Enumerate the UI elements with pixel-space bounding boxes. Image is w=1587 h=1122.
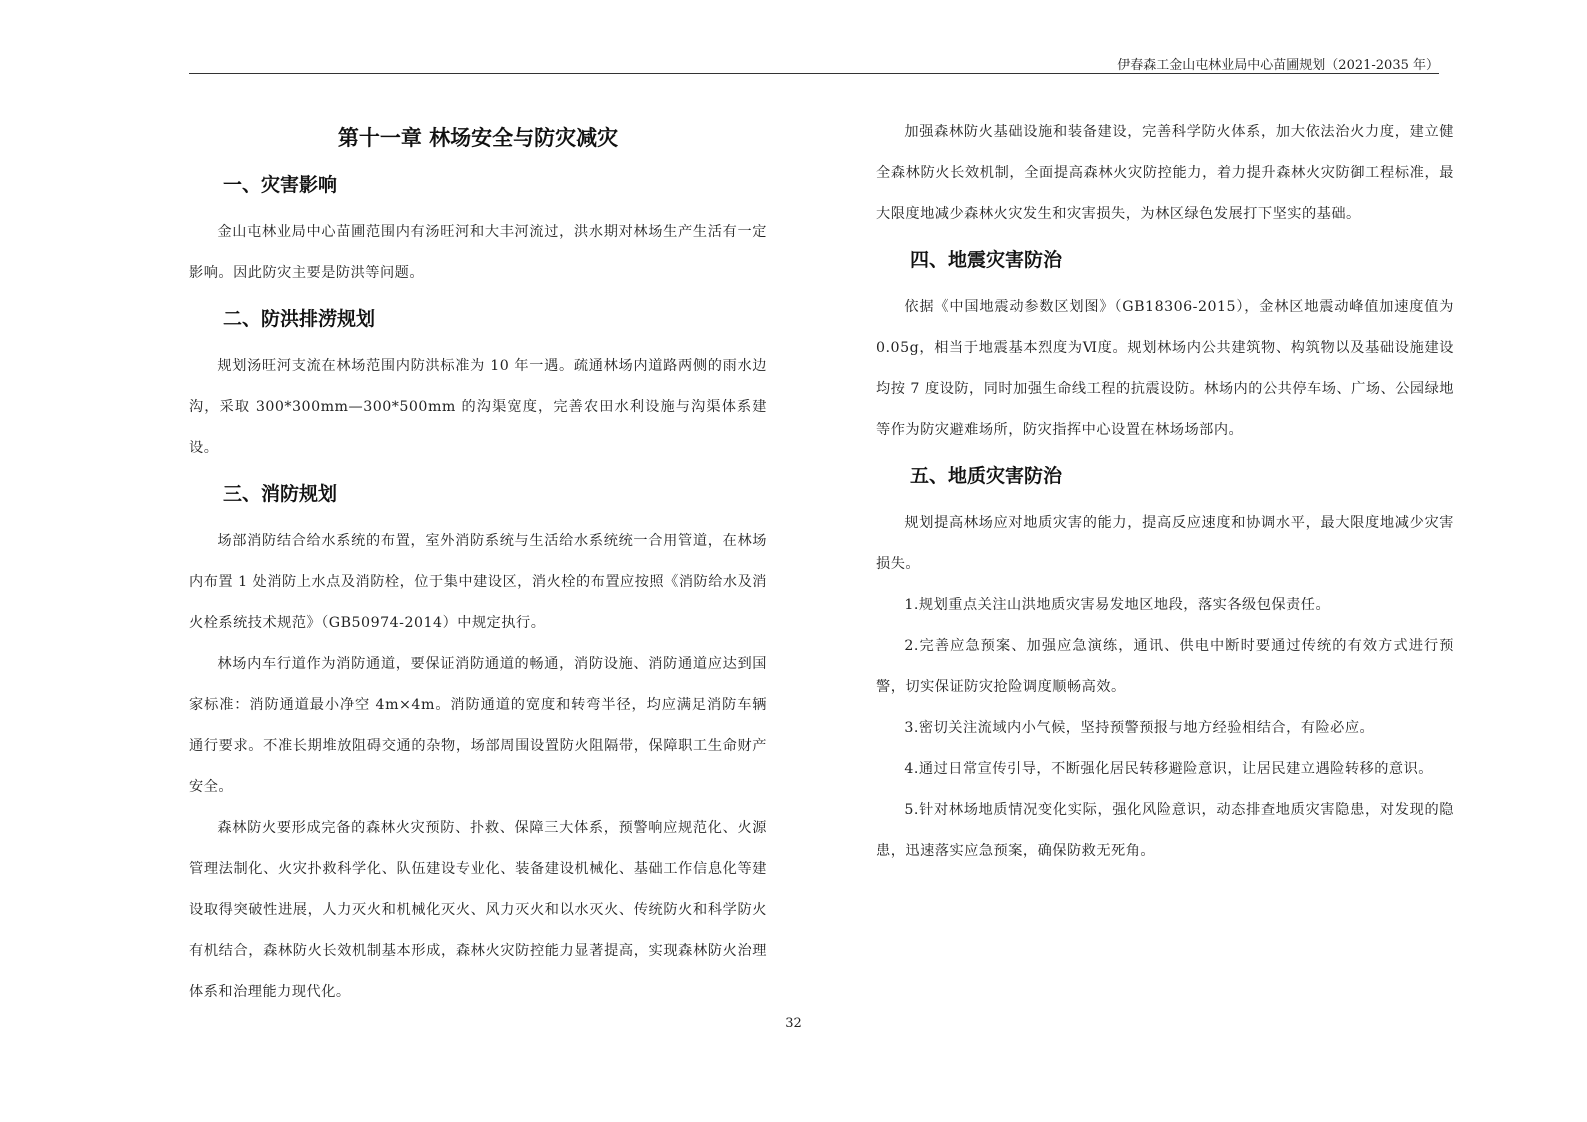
section-heading-geological: 五、地质灾害防治: [910, 465, 1063, 487]
right-column: [876, 110, 1454, 872]
list-item: 2.完善应急预案、加强应急演练，通讯、供电中断时要通过传统的有效方式进行预警，切实保证防灾抢险调度顺畅高效。: [876, 638, 1454, 695]
section-heading-fire-protection: 三、消防规划: [223, 483, 338, 505]
left-column: [189, 110, 767, 1013]
page-number: 32: [785, 1016, 802, 1031]
paragraph: 规划提高林场应对地质灾害的能力，提高反应速度和协调水平，最大限度地减少灾害损失。: [876, 515, 1454, 572]
paragraph: 林场内车行道作为消防通道，要保证消防通道的畅通，消防设施、消防通道应达到国家标准：消防通道最小净空 4m×4m。消防通道的宽度和转弯半径，均应满足消防车辆通行要求。不准长期堆放阻碍交通的杂物，场部周围设置防火阻隔带，保障职工生命财产安全。: [189, 656, 767, 795]
paragraph: 场部消防结合给水系统的布置，室外消防系统与生活给水系统统一合用管道，在林场内布置 1 处消防上水点及消防栓，位于集中建设区，消火栓的布置应按照《消防给水及消火栓系统技术规范》（GB50974-2014）中规定执行。: [189, 533, 767, 631]
paragraph: 加强森林防火基础设施和装备建设，完善科学防火体系，加大依法治火力度，建立健全森林防火长效机制，全面提高森林火灾防控能力，着力提升森林火灾防御工程标准，最大限度地减少森林火灾发生和灾害损失，为林区绿色发展打下坚实的基础。: [876, 124, 1454, 222]
section-heading-earthquake: 四、地震灾害防治: [910, 249, 1063, 271]
list-item: 3.密切关注流域内小气候，坚持预警预报与地方经验相结合，有险必应。: [904, 720, 1375, 736]
list-item: 1.规划重点关注山洪地质灾害易发地区地段，落实各级包保责任。: [904, 597, 1331, 613]
header-divider: [189, 73, 1439, 74]
paragraph: 森林防火要形成完备的森林火灾预防、扑救、保障三大体系，预警响应规范化、火源管理法制化、火灾扑救科学化、队伍建设专业化、装备建设机械化、基础工作信息化等建设取得突破性进展，人力灭火和机械化灭火、风力灭火和以水灭火、传统防火和科学防火有机结合，森林防火长效机制基本形成，森林火灾防控能力显著提高，实现森林防火治理体系和治理能力现代化。: [189, 820, 767, 1000]
section-heading-disaster-impact: 一、灾害影响: [223, 174, 338, 196]
paragraph: 规划汤旺河支流在林场范围内防洪标准为 10 年一遇。疏通林场内道路两侧的雨水边沟，采取 300*300mm—300*500mm 的沟渠宽度，完善农田水利设施与沟渠体系建设。: [189, 358, 767, 456]
paragraph: 依据《中国地震动参数区划图》（GB18306-2015），金林区地震动峰值加速度值为 0.05g，相当于地震基本烈度为Ⅵ度。规划林场内公共建筑物、构筑物以及基础设施建设均按 7 度设防，同时加强生命线工程的抗震设防。林场内的公共停车场、广场、公园绿地等作为防灾避难场所，防灾指挥中心设置在林场场部内。: [876, 299, 1454, 438]
chapter-title: 第十一章 林场安全与防灾减灾: [337, 126, 619, 150]
paragraph: 金山屯林业局中心苗圃范围内有汤旺河和大丰河流过，洪水期对林场生产生活有一定影响。因此防灾主要是防洪等问题。: [189, 224, 767, 281]
list-item: 5.针对林场地质情况变化实际，强化风险意识，动态排查地质灾害隐患，对发现的隐患，迅速落实应急预案，确保防救无死角。: [876, 802, 1454, 859]
header-title: 伊春森工金山屯林业局中心苗圃规划（2021-2035 年）: [1117, 58, 1439, 73]
list-item: 4.通过日常宣传引导，不断强化居民转移避险意识，让居民建立遇险转移的意识。: [904, 761, 1433, 777]
section-heading-flood-control: 二、防洪排涝规划: [223, 308, 376, 330]
